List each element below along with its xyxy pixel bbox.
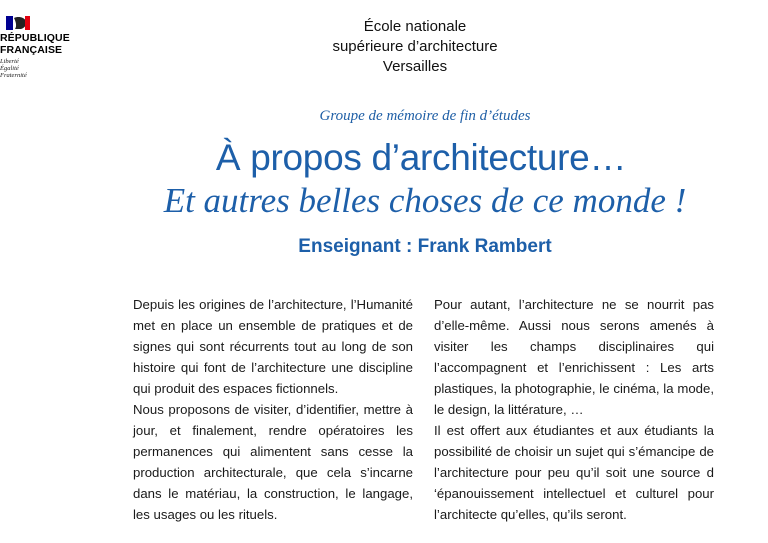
left-column xyxy=(133,294,413,525)
page-title: À propos d’architecture… xyxy=(215,137,627,178)
school-name xyxy=(0,17,768,77)
school-line-1: École nationale xyxy=(363,18,467,35)
paragraph: Il est offert aux étudiantes et aux étudiants la possibilité de choisir un sujet qui s’émancipe de l’architecture pour peu qu’il soit une source d ‘épanouissement intellectuel et culturel pour l’architecte qu’elles, qu’ils seront. xyxy=(434,423,714,522)
school-line-2: supérieure d’architecture xyxy=(332,38,498,55)
paragraph: Depuis les origines de l’architecture, l’Humanité met en place un ensemble de pratiques et de signes qui sont récurrents tout au long de son histoire qui font de l’architecture une discipline qui produit des espaces fictionnels. xyxy=(133,297,413,396)
right-column xyxy=(434,294,714,525)
paragraph: Nous proposons de visiter, d’identifier, mettre à jour, et finalement, rendre opératoires les permanences qui alimentent sans cesse la production architecturale, que cela s’incarne dans le matériau, la construction, le langage, les usages ou les rituels. xyxy=(133,402,413,522)
group-label: Groupe de mémoire de fin d’études xyxy=(319,108,531,124)
republic-motto: Liberté Égalité Fraternité xyxy=(0,58,27,79)
teacher-name: Enseignant : Frank Rambert xyxy=(298,236,552,257)
paragraph: Pour autant, l’architecture ne se nourrit pas d’elle-même. Aussi nous serons amenés à visiter les champs disciplinaires qui l’accompagnent et l’enrichissent : Les arts plastiques, la photographie, le cinéma, la mode, le design, la littérature, … xyxy=(434,297,714,417)
school-line-3: Versailles xyxy=(382,58,448,75)
republic-name: RÉPUBLIQUE FRANÇAISE xyxy=(0,32,70,56)
page-subtitle: Et autres belles choses de ce monde ! xyxy=(163,181,687,220)
